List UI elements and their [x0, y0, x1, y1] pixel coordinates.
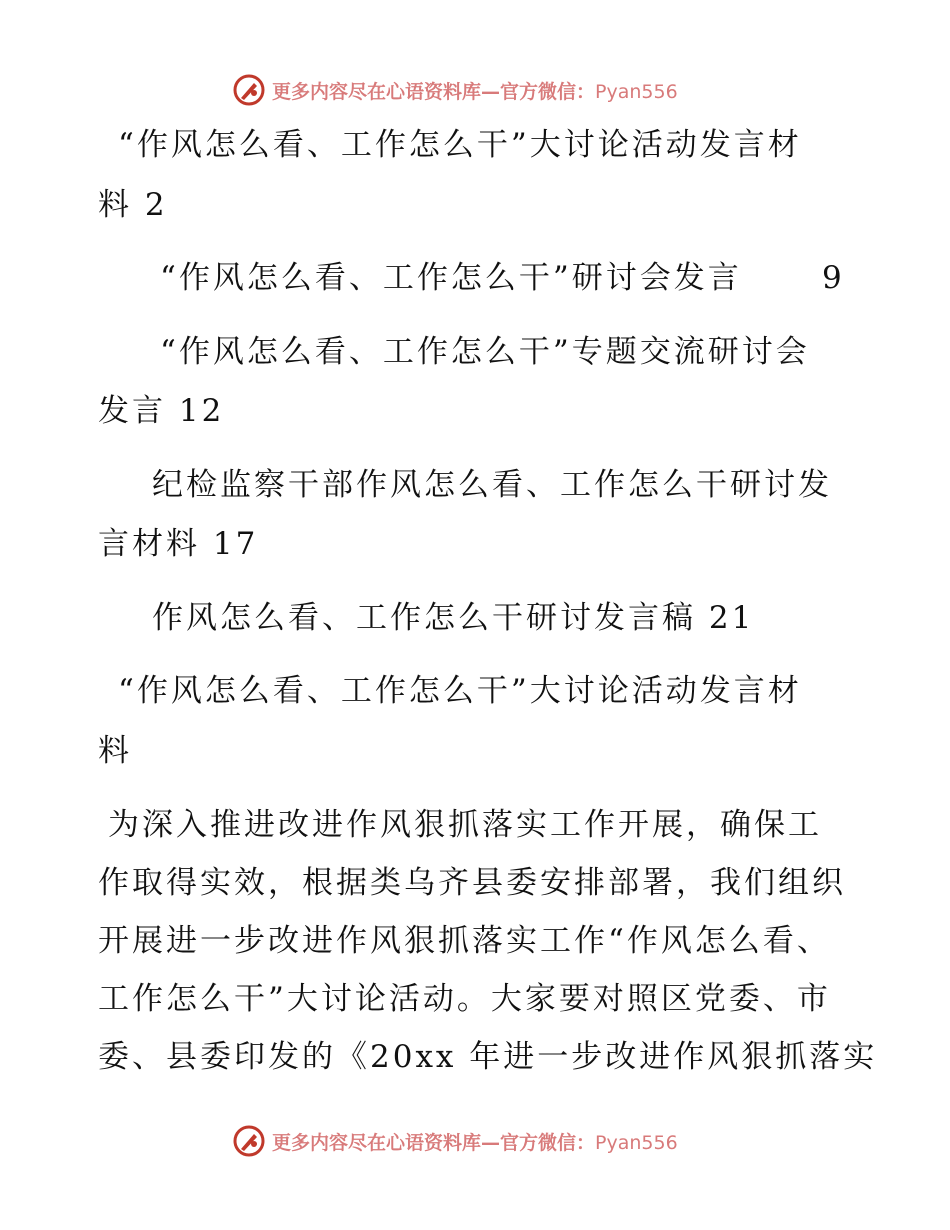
watermark-text: 更多内容尽在心语资料库—官方微信：Pyan556: [272, 1131, 678, 1154]
toc-entry-5: 作风怎么看、工作怎么干研讨发言稿 21: [152, 600, 755, 636]
pen-logo-icon: [232, 73, 266, 107]
toc-entry-1: “作风怎么看、工作怎么干”大讨论活动发言材: [118, 127, 802, 163]
toc-entry-4-cont: 言材料 17: [98, 526, 259, 562]
body-line-5: 委、县委印发的《20xx 年进一步改进作风狠抓落实: [98, 1039, 878, 1075]
body-line-3: 开展进一步改进作风狠抓落实工作“作风怎么看、: [98, 923, 831, 959]
toc-entry-4: 纪检监察干部作风怎么看、工作怎么干研讨发: [152, 467, 832, 503]
watermark-text: 更多内容尽在心语资料库—官方微信：Pyan556: [272, 80, 678, 103]
body-line-4: 工作怎么干”大讨论活动。大家要对照区党委、市: [98, 981, 831, 1017]
toc-entry-3: “作风怎么看、工作怎么干”专题交流研讨会: [160, 334, 810, 370]
toc-entry-2-page: 9: [822, 260, 845, 296]
watermark-banner-bottom: [232, 1121, 678, 1161]
body-line-1: 为深入推进改进作风狠抓落实工作开展，确保工: [108, 807, 822, 843]
toc-entry-3-cont: 发言 12: [98, 393, 225, 429]
section-heading: “作风怎么看、工作怎么干”大讨论活动发言材: [118, 673, 802, 709]
body-line-2: 作取得实效，根据类乌齐县委安排部署，我们组织: [98, 865, 846, 901]
toc-entry-1-cont: 料 2: [98, 187, 168, 223]
toc-entry-2: “作风怎么看、工作怎么干”研讨会发言: [160, 260, 742, 296]
pen-logo-icon: [232, 1124, 266, 1158]
watermark-banner-top: [232, 70, 678, 110]
section-heading-cont: 料: [98, 733, 132, 769]
